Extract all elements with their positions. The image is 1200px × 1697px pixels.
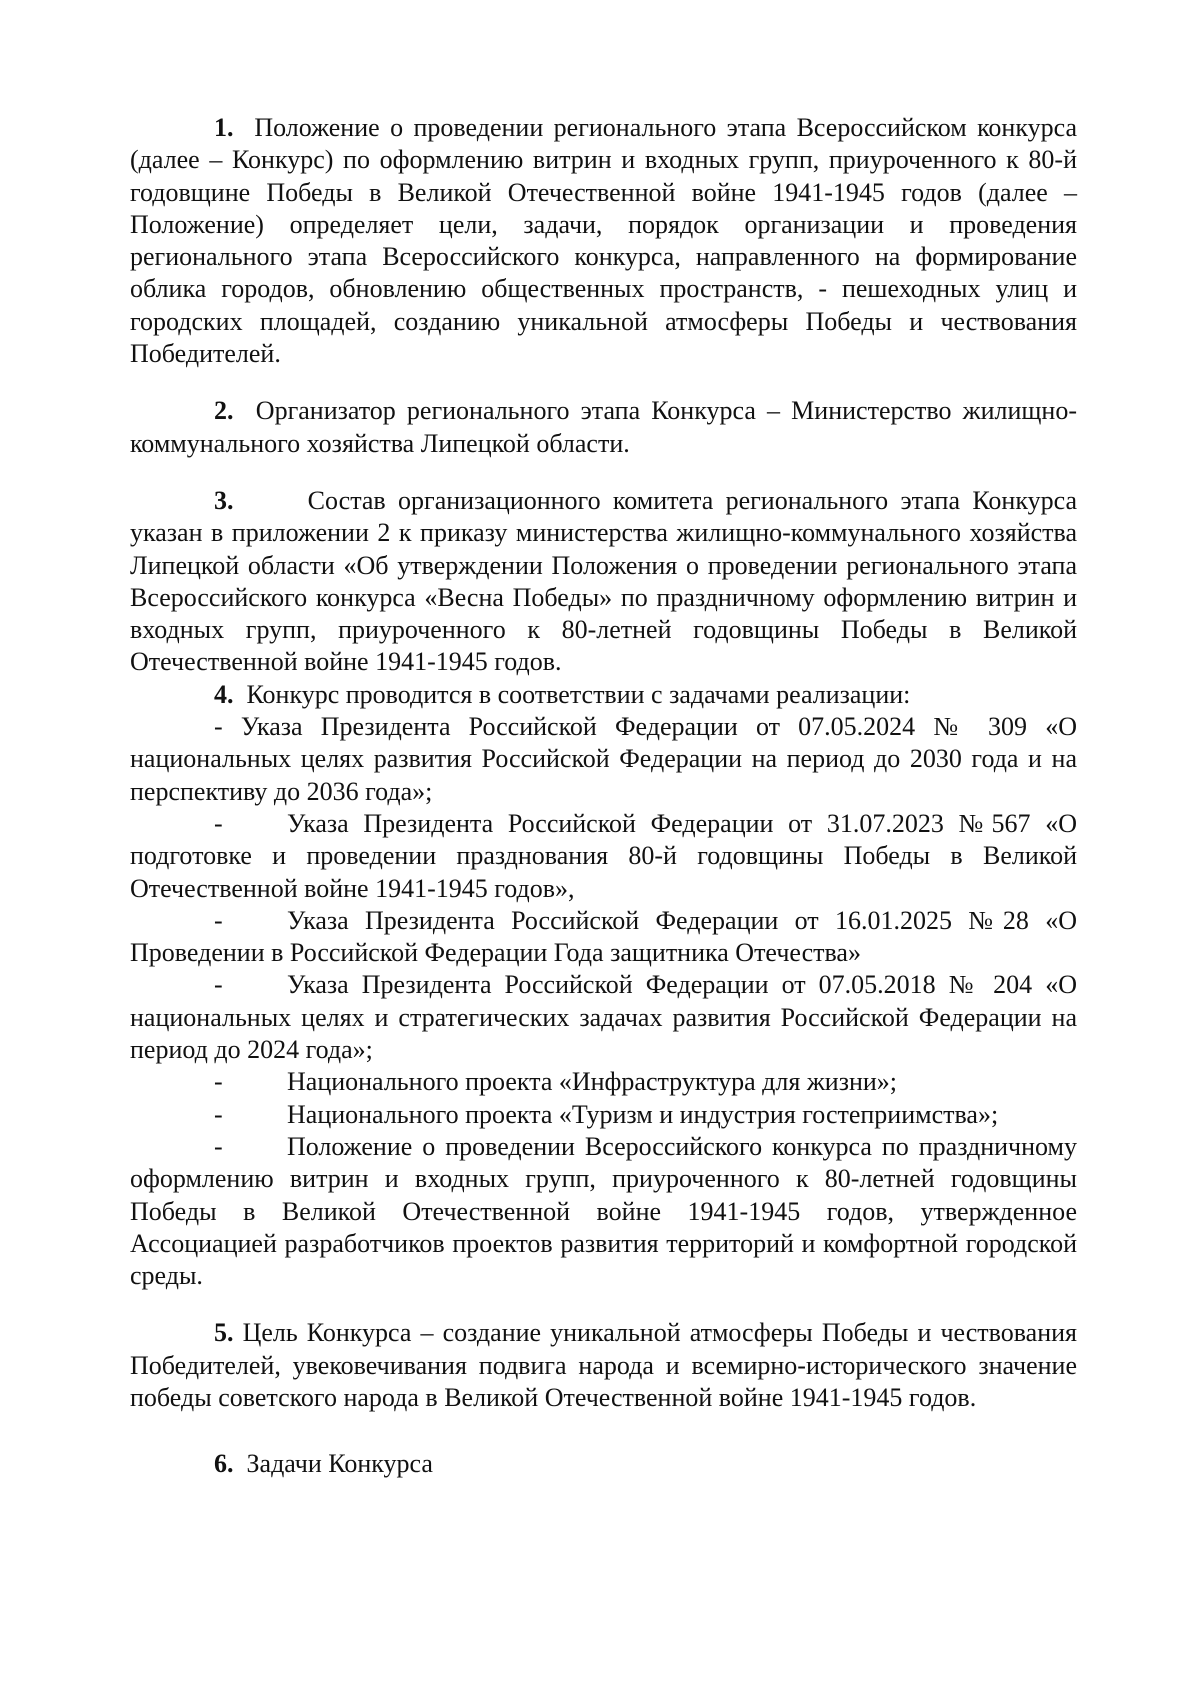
decree-dash: - [214,905,223,935]
paragraph-6-number: 6. [214,1449,234,1479]
paragraph-6-text: Задачи Конкурса [246,1449,433,1479]
paragraph-4-text: Конкурс проводится в соответствии с задачами реализации: [246,679,911,709]
decree-text: Положение о проведении Всероссийского конкурса по праздничному оформлению витрин и входных групп, приуроченного к 80-летней годовщины Победы в Великой Отечественной войне 1941-1945 годов, утвержденное Ассоциацией разработчиков проектов развития территорий и комфортной городской среды. [130,1131,1077,1291]
decree-item [130,1131,1077,1292]
paragraph-1-number: 1. [214,113,234,142]
decree-dash: - [214,970,223,1000]
document-page [130,112,1077,1481]
decree-dash: - [214,712,223,742]
decree-text: Указа Президента Российской Федерации от 16.01.2025 №28 «О Проведении в Российской Федерации Года защитника Отечества» [130,905,1077,968]
paragraph-3-number: 3. [214,485,234,515]
decree-dash: - [214,1131,223,1161]
decree-item [130,711,1077,808]
decree-item [130,808,1077,905]
decree-text: Указа Президента Российской Федерации от 31.07.2023 №567 «О подготовке и проведении празднования 80-й годовщины Победы в Великой Отечественной войне 1941-1945 годов», [130,808,1077,903]
paragraph-5 [130,1317,1077,1414]
decree-item [130,905,1077,970]
decree-text: Указа Президента Российской Федерации от 07.05.2024 № 309 «О национальных целях развития Российской Федерации на период до 2030 года и на перспективу до 2036 года»; [130,712,1077,806]
paragraph-4-number: 4. [214,679,234,709]
decree-text: Национального проекта «Инфраструктура для жизни»; [287,1067,898,1097]
paragraph-5-number: 5. [214,1318,234,1348]
decree-item [130,1099,1077,1131]
decree-item [130,969,1077,1066]
paragraph-5-text: Цель Конкурса – создание уникальной атмосферы Победы и чествования Победителей, увековечивания подвига народа и всемирно-исторического значение победы советского народа в Великой Отечественной войне 1941-1945 годов. [130,1318,1077,1412]
paragraph-4 [130,679,1077,711]
decree-dash: - [214,1067,223,1097]
paragraph-1-text: Положение о проведении регионального этапа Всероссийском конкурса (далее – Конкурс) по оформлению витрин и входных групп, приуроченного к 80-й годовщине Победы в Великой Отечественной войне 1941-1945 годов (далее – Положение) определяет цели, задачи, порядок организации и проведения регионального этапа Всероссийского конкурса, направленного на формирование облика городов, обновлению общественных пространств, - пешеходных улиц и городских площадей, созданию уникальной атмосферы Победы и чествования Победителей. [130,113,1077,369]
decree-dash: - [214,808,223,838]
paragraph-6 [130,1448,1077,1480]
decree-text: Указа Президента Российской Федерации от 07.05.2018 № 204 «О национальных целях и стратегических задачах развития Российской Федерации на период до 2024 года»; [130,970,1077,1065]
paragraph-3-text: Состав организационного комитета регионального этапа Конкурса указан в приложении 2 к приказу министерства жилищно-коммунального хозяйства Липецкой области «Об утверждении Положения о проведении регионального этапа Всероссийского конкурса «Весна Победы» по праздничному оформлению витрин и входных групп, приуроченного к 80-летней годовщины Победы в Великой Отечественной войне 1941-1945 годов. [130,485,1077,677]
paragraph-2-number: 2. [214,396,234,426]
decree-dash: - [214,1099,223,1129]
paragraph-1 [130,112,1077,370]
paragraph-2 [130,395,1077,460]
paragraph-2-text: Организатор регионального этапа Конкурса – Министерство жилищно-коммунального хозяйства Липецкой области. [130,396,1077,458]
decree-item [130,1066,1077,1098]
paragraph-3 [130,485,1077,679]
decree-text: Национального проекта «Туризм и индустрия гостеприимства»; [287,1099,999,1129]
